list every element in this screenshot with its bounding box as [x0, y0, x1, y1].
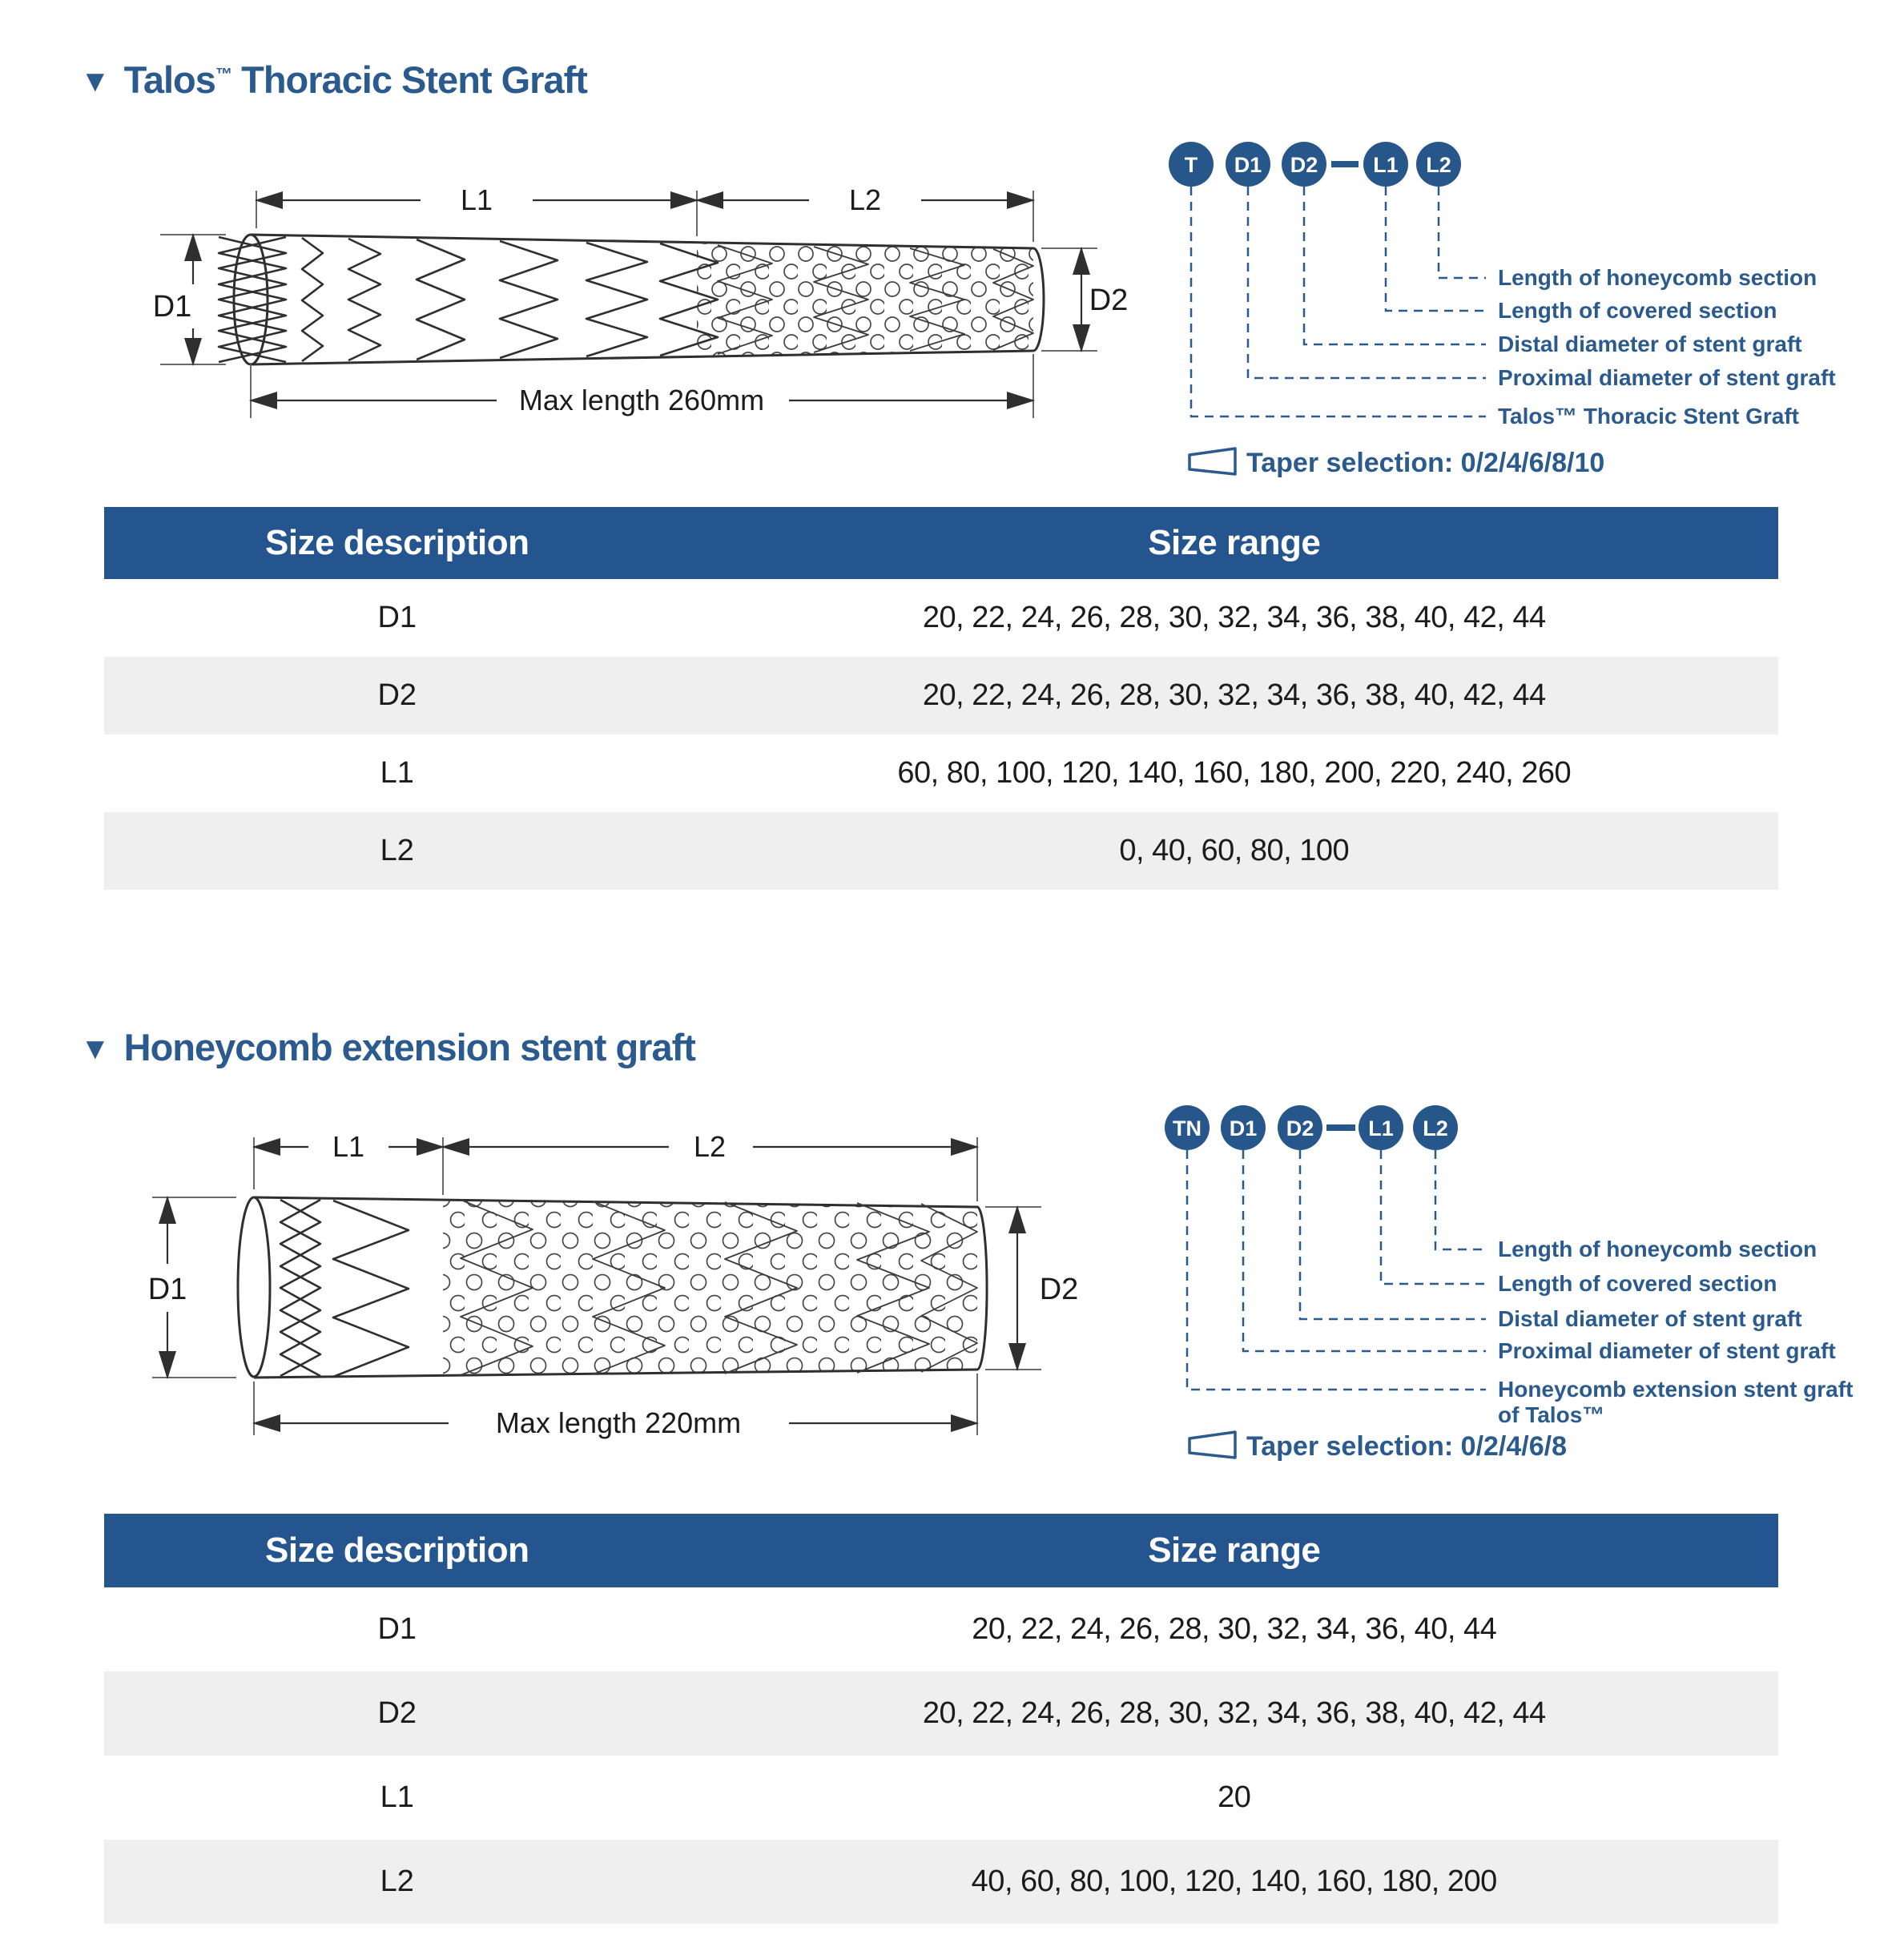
row-range: 40, 60, 80, 100, 120, 140, 160, 180, 200 [971, 1865, 1497, 1898]
table-row [104, 812, 1778, 890]
legend-product-name-line2: of Talos™ [1498, 1402, 1605, 1427]
l2-label: L2 [693, 1130, 727, 1163]
row-desc: L2 [380, 1865, 414, 1898]
code-circle-l1-label: L1 [1368, 1116, 1394, 1140]
l1-label: L1 [460, 183, 493, 216]
row-desc: D2 [377, 678, 417, 712]
max-length-dimension [251, 354, 1033, 418]
row-desc: L1 [380, 1780, 414, 1814]
code-circle-d2-label: D2 [1290, 153, 1318, 177]
header-size-description: Size description [265, 1531, 529, 1570]
taper-label: Taper selection: 0/2/4/6/8 [1246, 1431, 1567, 1462]
row-desc: D2 [377, 1696, 417, 1730]
section1-title [80, 58, 587, 102]
table-row [104, 1756, 1778, 1840]
d2-dimension [1041, 248, 1128, 351]
legend-distal-diameter: Distal diameter of stent graft [1498, 332, 1802, 356]
max-length-label: Max length 220mm [495, 1406, 742, 1439]
max-length-label: Max length 260mm [518, 384, 765, 416]
legend-honeycomb-length: Length of honeycomb section [1498, 1237, 1817, 1261]
talos-code-legend [1145, 128, 1904, 513]
taper-selection [1189, 448, 1604, 478]
code-circles [1169, 142, 1461, 187]
honeycomb-stent-diagram [48, 1105, 1137, 1506]
legend-covered-length: Length of covered section [1498, 1271, 1777, 1296]
table-row [104, 579, 1778, 657]
d2-dimension [985, 1207, 1078, 1370]
header-size-description: Size description [265, 523, 529, 562]
taper-icon [1189, 1432, 1235, 1458]
d2-label: D2 [1089, 284, 1129, 317]
l1-label: L1 [332, 1130, 365, 1163]
taper-icon [1189, 449, 1235, 474]
code-circle-l2-label: L2 [1423, 1116, 1448, 1140]
legend-connectors [1187, 1150, 1486, 1390]
table-row [104, 657, 1778, 734]
row-range: 20, 22, 24, 26, 28, 30, 32, 34, 36, 38, 40, 42, 44 [922, 1696, 1546, 1730]
l1-l2-dimension [256, 183, 1033, 242]
header-size-range: Size range [1148, 523, 1321, 562]
legend-proximal-diameter: Proximal diameter of stent graft [1498, 365, 1836, 390]
row-desc: L2 [380, 834, 414, 867]
table-row [104, 734, 1778, 812]
code-circles [1165, 1105, 1458, 1150]
honeycomb-code-legend [1145, 1089, 1904, 1506]
table-header-row [104, 1514, 1778, 1587]
legend-proximal-diameter: Proximal diameter of stent graft [1498, 1338, 1836, 1363]
honeycomb-size-table [104, 1514, 1778, 1924]
code-circle-l1-label: L1 [1373, 153, 1399, 177]
max-length-dimension [254, 1374, 977, 1439]
row-range: 20 [1218, 1780, 1251, 1814]
taper-selection [1189, 1431, 1567, 1462]
d2-label: D2 [1039, 1273, 1079, 1306]
legend-honeycomb-length: Length of honeycomb section [1498, 265, 1817, 290]
row-range: 20, 22, 24, 26, 28, 30, 32, 34, 36, 38, 40, 42, 44 [922, 601, 1546, 634]
code-circle-l2-label: L2 [1426, 153, 1451, 177]
d1-label: D1 [147, 1273, 187, 1306]
row-range: 0, 40, 60, 80, 100 [1119, 834, 1350, 867]
legend-connectors [1191, 187, 1486, 416]
table-row [104, 1840, 1778, 1924]
row-desc: L1 [380, 756, 414, 790]
code-circle-tn-label: TN [1173, 1116, 1202, 1140]
header-size-range: Size range [1148, 1531, 1321, 1570]
legend-product-name-line1: Honeycomb extension stent graft [1498, 1377, 1854, 1402]
honeycomb-pattern-section [697, 240, 1033, 359]
d1-label: D1 [152, 290, 192, 324]
table-row [104, 1671, 1778, 1756]
code-circle-d1-label: D1 [1234, 153, 1262, 177]
table-row [104, 1587, 1778, 1671]
code-circle-d1-label: D1 [1229, 1116, 1258, 1140]
legend-labels [1498, 1237, 1853, 1427]
d1-dimension [153, 235, 226, 364]
code-circle-t-label: T [1184, 153, 1198, 177]
legend-covered-length: Length of covered section [1498, 298, 1777, 323]
d1-dimension [148, 1197, 236, 1378]
code-circle-d2-label: D2 [1286, 1116, 1314, 1140]
section2-title [80, 1025, 695, 1069]
taper-label: Taper selection: 0/2/4/6/8/10 [1246, 448, 1605, 478]
legend-distal-diameter: Distal diameter of stent graft [1498, 1306, 1802, 1331]
triangle-bullet-icon: ▼ [80, 64, 110, 99]
talos-size-table [104, 507, 1778, 890]
covered-stent-rings [219, 237, 718, 362]
covered-stent-rings [280, 1200, 409, 1377]
talos-stent-diagram [48, 104, 1137, 505]
legend-product-name: Talos™ Thoracic Stent Graft [1498, 404, 1799, 428]
legend-labels [1498, 265, 1836, 428]
l1-l2-dimension [254, 1130, 977, 1201]
row-range: 20, 22, 24, 26, 28, 30, 32, 34, 36, 40, 44 [972, 1612, 1497, 1646]
row-range: 60, 80, 100, 120, 140, 160, 180, 200, 220, 240, 260 [897, 756, 1572, 790]
triangle-bullet-icon: ▼ [80, 1032, 110, 1066]
row-desc: D1 [377, 601, 417, 634]
l2-label: L2 [848, 183, 882, 216]
row-desc: D1 [377, 1612, 417, 1646]
table-header-row [104, 507, 1778, 579]
row-range: 20, 22, 24, 26, 28, 30, 32, 34, 36, 38, 40, 42, 44 [922, 678, 1546, 712]
section2-title-text: Honeycomb extension stent graft [123, 1026, 695, 1068]
section1-title-text: Talos™ Thoracic Stent Graft [123, 58, 587, 101]
